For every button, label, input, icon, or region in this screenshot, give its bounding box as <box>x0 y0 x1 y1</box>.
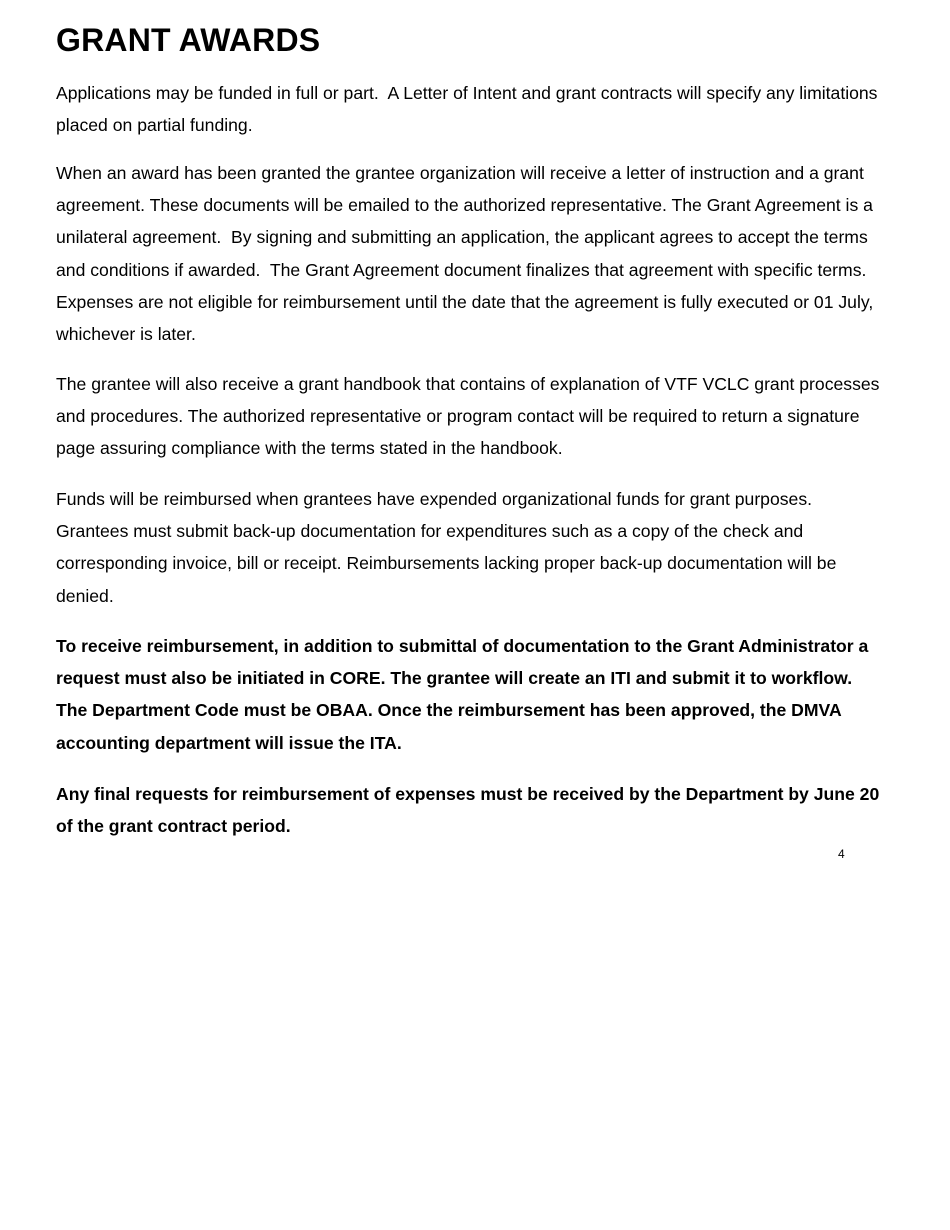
page-number: 4 <box>838 847 845 861</box>
paragraph-core-request: To receive reimbursement, in addition to submittal of documentation to the Grant Administrator a request must also be initiated in CORE. The grantee will create an ITI and submit it to workflow. The Department Code must be OBAA. Once the reimbursement has been approved, the DMVA accounting department will issue the ITA. <box>56 636 874 753</box>
paragraph-award-agreement: When an award has been granted the grantee organization will receive a letter of instruction and a grant agreement. These documents will be emailed to the authorized representative. The Grant Agreement is a unilateral agreement. By signing and submitting an application, the applicant agrees to accept the terms and conditions if awarded. The Grant Agreement document finalizes that agreement with specific terms. Expenses are not eligible for reimbursement until the date that the agreement is fully executed or 01 July, whichever is later. <box>56 163 879 345</box>
paragraph-handbook: The grantee will also receive a grant handbook that contains of explanation of VTF VCLC grant processes and procedures. The authorized representative or program contact will be required to return a signature page assuring compliance with the terms stated in the handbook. <box>56 374 885 459</box>
paragraph-reimbursement: Funds will be reimbursed when grantees have expended organizational funds for grant purposes. Grantees must submit back-up documentation for expenditures such as a copy of the check and corresponding invoice, bill or receipt. Reimbursements lacking proper back-up documentation will be denied. <box>56 489 842 606</box>
page-title: GRANT AWARDS <box>56 22 321 58</box>
paragraph-funding: Applications may be funded in full or part. A Letter of Intent and grant contracts will specify any limitations placed on partial funding. <box>56 83 883 136</box>
paragraph-final-requests: Any final requests for reimbursement of expenses must be received by the Department by June 20 of the grant contract period. <box>56 784 885 837</box>
